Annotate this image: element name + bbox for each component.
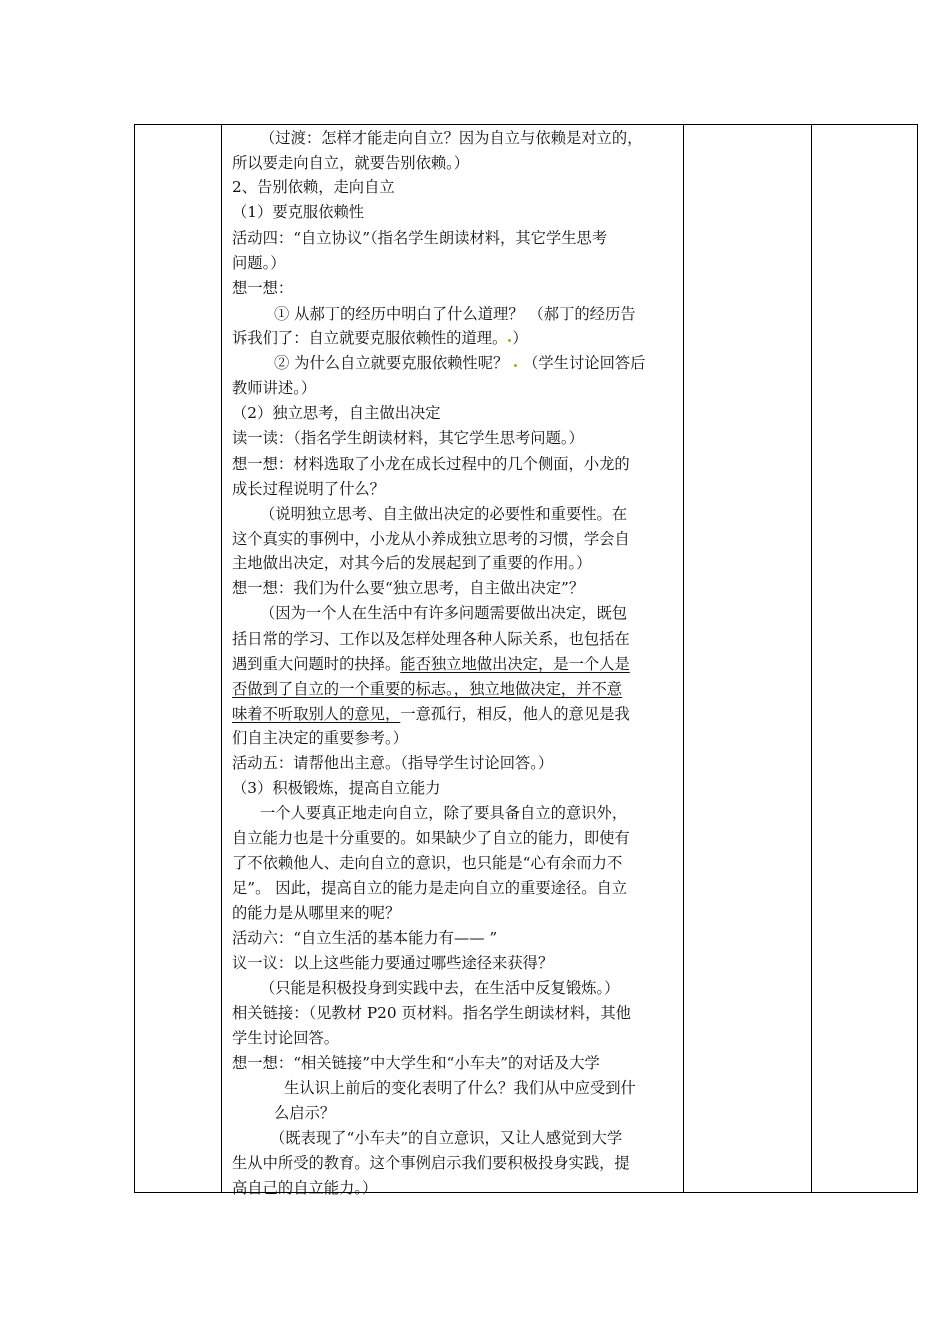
text-line: 活动六：“自立生活的基本能力有—— ” bbox=[232, 929, 498, 947]
text-line: 想一想： bbox=[232, 279, 294, 297]
text-line: 想一想：材料选取了小龙在成长过程中的几个侧面，小龙的 bbox=[232, 455, 630, 473]
mark-dot bbox=[508, 339, 511, 342]
text-line: 学生讨论回答。 bbox=[232, 1029, 340, 1047]
text-line: 高自己的自立能力。） bbox=[232, 1179, 378, 1197]
mark-dot bbox=[514, 364, 517, 367]
text-line: 括日常的学习、工作以及怎样处理各种人际关系，也包括在 bbox=[232, 630, 630, 648]
column-divider-3 bbox=[811, 125, 812, 1192]
text-line: 活动五：请帮他出主意。（指导学生讨论回答。） bbox=[232, 754, 554, 772]
column-divider-2 bbox=[683, 125, 684, 1192]
column-divider-1 bbox=[221, 125, 222, 1192]
text-line: 议一议：以上这些能力要通过哪些途径来获得？ bbox=[232, 954, 554, 972]
text-line: 活动四：“自立协议”（指名学生朗读材料，其它学生思考 bbox=[232, 229, 608, 247]
text-line: 主地做出决定，对其今后的发展起到了重要的作用。） bbox=[232, 554, 592, 572]
text-line: 诉我们了：自立就要克服依赖性的道理。 ） bbox=[232, 329, 528, 347]
text-line: 想一想：我们为什么要“独立思考，自主做出决定”？ bbox=[232, 579, 585, 597]
text-line: 所以要走向自立，就要告别依赖。） bbox=[232, 154, 470, 172]
underlined-text: 味着不听取别人的意见， bbox=[232, 705, 401, 723]
text-line: ① 从郝丁的经历中明白了什么道理？ （郝丁的经历告 bbox=[274, 305, 636, 323]
text-line: （只能是积极投身到实践中去，在生活中反复锻炼。） bbox=[260, 979, 620, 997]
text-line: 想一想：“相关链接”中大学生和“小车夫”的对话及大学 bbox=[232, 1054, 600, 1072]
text-line: 足”。 因此，提高自立的能力是走向自立的重要途径。自立 bbox=[232, 879, 628, 897]
text-line: 教师讲述。） bbox=[232, 379, 317, 397]
text-line: 了不依赖他人、走向自立的意识，也只能是“心有余而力不 bbox=[232, 854, 623, 872]
text-line: （2）独立思考，自主做出决定 bbox=[232, 404, 441, 422]
text-line: 问题。） bbox=[232, 254, 286, 272]
text-line: 遇到重大问题时的抉择。能否独立地做出决定，是一个人是 bbox=[232, 655, 630, 673]
text-line: （既表现了“小车夫”的自立意识，又让人感觉到大学 bbox=[270, 1129, 623, 1147]
text-line: 这个真实的事例中，小龙从小养成独立思考的习惯，学会自 bbox=[232, 530, 630, 548]
text-line: 生认识上前后的变化表明了什么？我们从中应受到什 bbox=[284, 1079, 636, 1097]
text-line: 们自主决定的重要参考。） bbox=[232, 729, 408, 747]
text-line: ② 为什么自立就要克服依赖性呢？ （学生讨论回答后 bbox=[274, 354, 646, 372]
text-line: 一个人要真正地走向自立，除了要具备自立的意识外， bbox=[260, 804, 628, 822]
text-line: 读一读：（指名学生朗读材料，其它学生思考问题。） bbox=[232, 429, 584, 447]
text-line: （过渡：怎样才能走向自立？因为自立与依赖是对立的， bbox=[260, 129, 643, 147]
text-line: 么启示？ bbox=[274, 1104, 336, 1122]
text-line: 成长过程说明了什么？ bbox=[232, 480, 385, 498]
underlined-text: 否做到了自立的一个重要的标志。，独立地做决定，并不意 bbox=[232, 680, 623, 698]
text-line: （说明独立思考、自主做出决定的必要性和重要性。在 bbox=[260, 505, 628, 523]
text-line: 的能力是从哪里来的呢？ bbox=[232, 904, 401, 922]
text-line: （1）要克服依赖性 bbox=[232, 203, 365, 221]
underlined-text: 能否独立地做出决定，是一个人是 bbox=[400, 655, 630, 673]
text-line: （因为一个人在生活中有许多问题需要做出决定，既包 bbox=[260, 604, 628, 622]
text-line: 生从中所受的教育。这个事例启示我们要积极投身实践，提 bbox=[232, 1154, 630, 1172]
text-line: 味着不听取别人的意见，一意孤行，相反，他人的意见是我 bbox=[232, 705, 630, 723]
text-line: （3）积极锻炼，提高自立能力 bbox=[232, 779, 441, 797]
text-line: 相关链接：（见教材 P20 页材料。指名学生朗读材料，其他 bbox=[232, 1004, 631, 1022]
text-line: 2、告别依赖，走向自立 bbox=[232, 178, 395, 196]
text-line: 自立能力也是十分重要的。如果缺少了自立的能力，即使有 bbox=[232, 829, 630, 847]
